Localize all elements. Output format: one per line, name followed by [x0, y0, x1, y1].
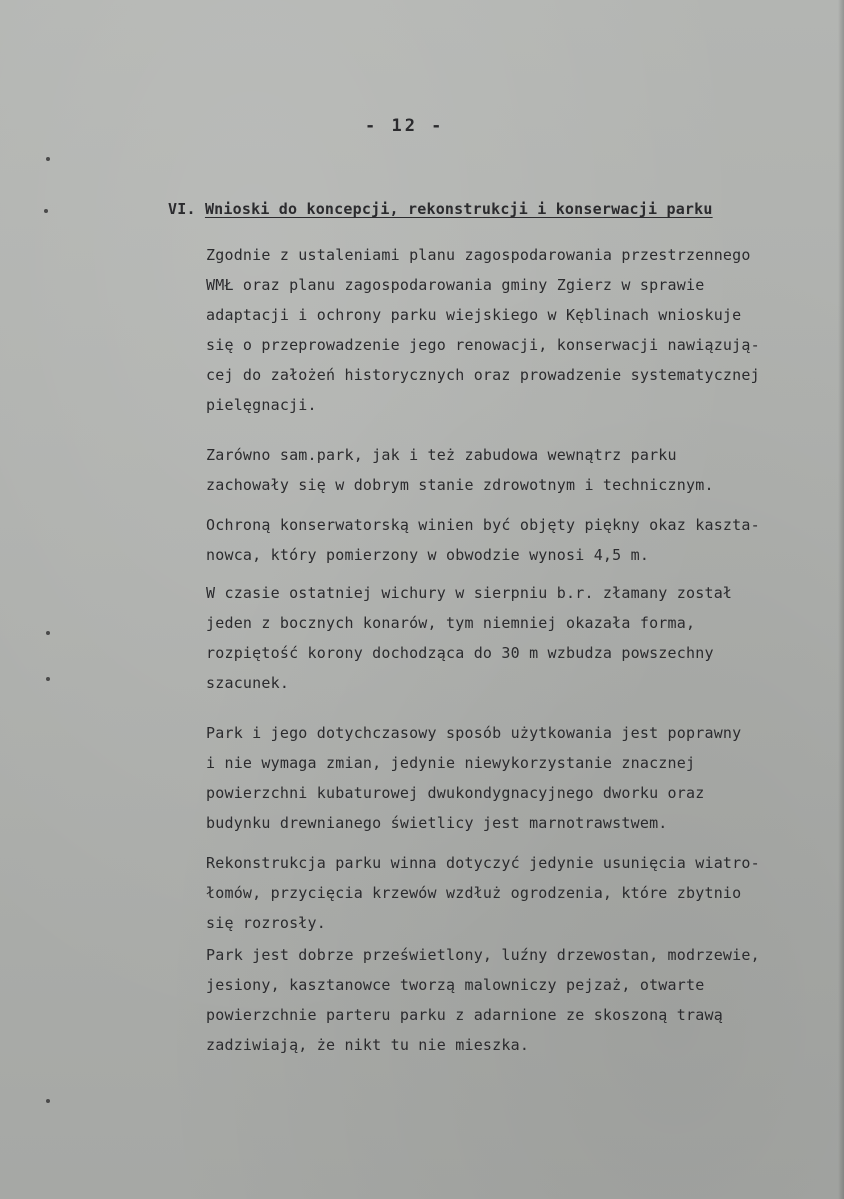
- paragraph: [206, 510, 760, 570]
- paragraph: [206, 240, 760, 420]
- text-line: Zarówno sam.park, jak i też zabudowa wewnątrz parku: [206, 446, 677, 464]
- text-line: szacunek.: [206, 674, 290, 692]
- text-line: nowca, który pomierzony w obwodzie wynosi 4,5 m.: [206, 546, 650, 564]
- text-line: Ochroną konserwatorską winien być objęty piękny okaz kaszta-: [206, 516, 760, 534]
- paragraph: [206, 578, 732, 698]
- paragraph: [206, 440, 714, 500]
- text-line: rozpiętość korony dochodząca do 30 m wzbudza powszechny: [206, 644, 714, 662]
- margin-mark: [46, 631, 50, 635]
- text-line: budynku drewnianego świetlicy jest marnotrawstwem.: [206, 814, 668, 832]
- text-line: zachowały się w dobrym stanie zdrowotnym i technicznym.: [206, 476, 714, 494]
- paragraph: [206, 718, 741, 838]
- section-heading: [168, 200, 713, 218]
- text-line: cej do założeń historycznych oraz prowadzenie systematycznej: [206, 366, 760, 384]
- paragraph: [206, 940, 760, 1060]
- text-line: łomów, przycięcia krzewów wzdłuż ogrodzenia, które zbytnio: [206, 884, 742, 902]
- margin-mark: [46, 1099, 50, 1103]
- text-line: się o przeprowadzenie jego renowacji, konserwacji nawiązują-: [206, 336, 760, 354]
- text-line: powierzchnie parteru parku z adarnione ze skoszoną trawą: [206, 1006, 723, 1024]
- text-line: pielęgnacji.: [206, 396, 317, 414]
- margin-mark: [46, 157, 50, 161]
- text-line: Rekonstrukcja parku winna dotyczyć jedynie usunięcia wiatro-: [206, 854, 760, 872]
- page-number: - 12 -: [365, 116, 445, 136]
- text-line: Zgodnie z ustaleniami planu zagospodarowania przestrzennego: [206, 246, 751, 264]
- text-line: WMŁ oraz planu zagospodarowania gminy Zgierz w sprawie: [206, 276, 705, 294]
- text-line: i nie wymaga zmian, jedynie niewykorzystanie znacznej: [206, 754, 696, 772]
- text-line: Park jest dobrze prześwietlony, luźny drzewostan, modrzewie,: [206, 946, 760, 964]
- section-numeral: VI.: [168, 200, 196, 218]
- text-line: W czasie ostatniej wichury w sierpniu b.r. złamany został: [206, 584, 733, 602]
- text-line: adaptacji i ochrony parku wiejskiego w Kęblinach wnioskuje: [206, 306, 742, 324]
- margin-mark: [46, 677, 50, 681]
- text-line: Park i jego dotychczasowy sposób użytkowania jest poprawny: [206, 724, 742, 742]
- paragraph: [206, 848, 760, 938]
- margin-mark: [44, 209, 48, 213]
- text-line: jesiony, kasztanowce tworzą malowniczy pejzaż, otwarte: [206, 976, 705, 994]
- text-line: zadziwiają, że nikt tu nie mieszka.: [206, 1036, 530, 1054]
- text-line: powierzchni kubaturowej dwukondygnacyjnego dworku oraz: [206, 784, 705, 802]
- section-title: Wnioski do koncepcji, rekonstrukcji i konserwacji parku: [204, 200, 713, 218]
- text-line: się rozrosły.: [206, 914, 326, 932]
- page-edge-shadow: [838, 0, 844, 1199]
- text-line: jeden z bocznych konarów, tym niemniej okazała forma,: [206, 614, 696, 632]
